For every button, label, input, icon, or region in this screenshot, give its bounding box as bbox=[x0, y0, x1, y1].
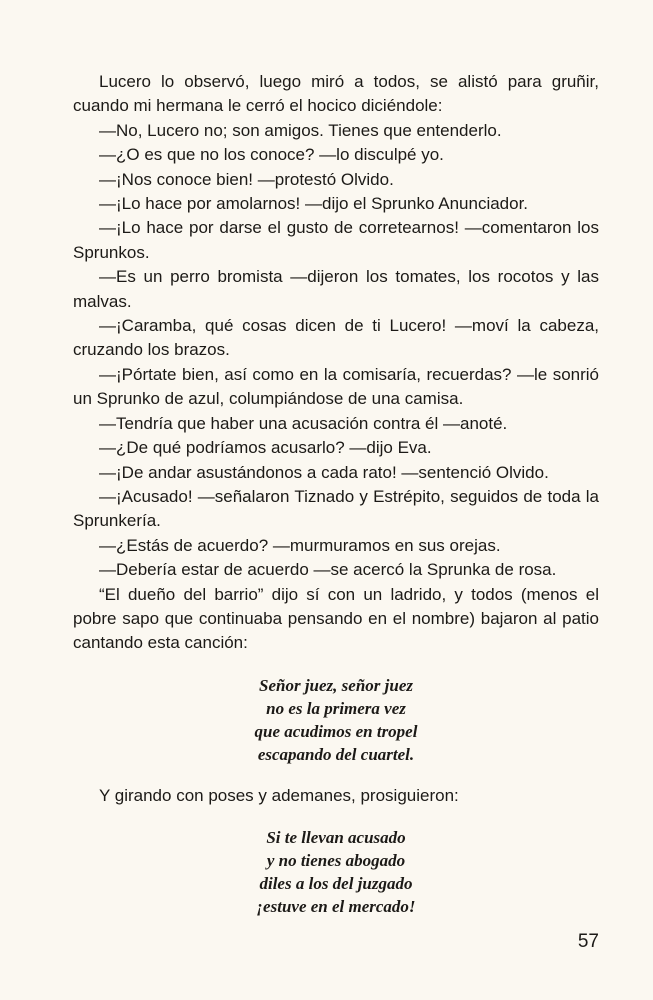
paragraph: —Tendría que haber una acusación contra él —anoté. bbox=[99, 413, 508, 433]
paragraph: —¡Caramba, qué cosas dicen de ti Lucero! —moví la cabeza, cruzando los brazos. bbox=[73, 316, 599, 360]
paragraph: —¡De andar asustándonos a cada rato! —sentenció Olvido. bbox=[99, 462, 549, 482]
page-number: 57 bbox=[577, 931, 599, 952]
verse-line: y no tienes abogado bbox=[266, 851, 406, 871]
paragraph: Y girando con poses y ademanes, prosiguieron: bbox=[99, 785, 459, 805]
verse-line: escapando del cuartel. bbox=[257, 744, 415, 764]
paragraph: —¿De qué podríamos acusarlo? —dijo Eva. bbox=[99, 438, 432, 458]
paragraph: —¡Pórtate bien, así como en la comisaría, recuerdas? —le sonrió un Sprunko de azul, columpiándose de una camisa. bbox=[73, 364, 599, 409]
verse-line: diles a los del juzgado bbox=[259, 874, 413, 894]
verse-line: Señor juez, señor juez bbox=[259, 675, 413, 695]
paragraph: —¿O es que no los conoce? —lo disculpé yo. bbox=[99, 145, 444, 165]
paragraph: —¡Nos conoce bien! —protestó Olvido. bbox=[99, 169, 394, 189]
song-verse-2 bbox=[73, 826, 599, 918]
paragraph: —Debería estar de acuerdo —se acercó la Sprunka de rosa. bbox=[99, 560, 557, 580]
verse-line: Si te llevan acusado bbox=[266, 828, 406, 848]
paragraph: —No, Lucero no; son amigos. Tienes que entenderlo. bbox=[99, 120, 502, 140]
verse-line: no es la primera vez bbox=[266, 698, 406, 718]
paragraph: Lucero lo observó, luego miró a todos, se alistó para gruñir, cuando mi hermana le cerró el hocico diciéndole: bbox=[73, 72, 599, 116]
paragraph: “El dueño del barrio” dijo sí con un ladrido, y todos (menos el pobre sapo que continuaba pensando en el nombre) bajaron al patio cantando esta canción: bbox=[73, 584, 599, 653]
paragraph: —¡Lo hace por amolarnos! —dijo el Sprunko Anunciador. bbox=[99, 194, 529, 214]
paragraph: —Es un perro bromista —dijeron los tomates, los rocotos y las malvas. bbox=[73, 267, 599, 311]
paragraph: —¿Estás de acuerdo? —murmuramos en sus orejas. bbox=[99, 535, 501, 555]
page-body bbox=[73, 70, 599, 936]
song-verse-1 bbox=[73, 674, 599, 766]
verse-line: ¡estuve en el mercado! bbox=[256, 897, 416, 917]
verse-line: que acudimos en tropel bbox=[254, 721, 418, 741]
paragraph: —¡Lo hace por darse el gusto de corretearnos! —comentaron los Sprunkos. bbox=[73, 218, 599, 262]
paragraph: —¡Acusado! —señalaron Tiznado y Estrépito, seguidos de toda la Sprunkería. bbox=[73, 486, 599, 531]
